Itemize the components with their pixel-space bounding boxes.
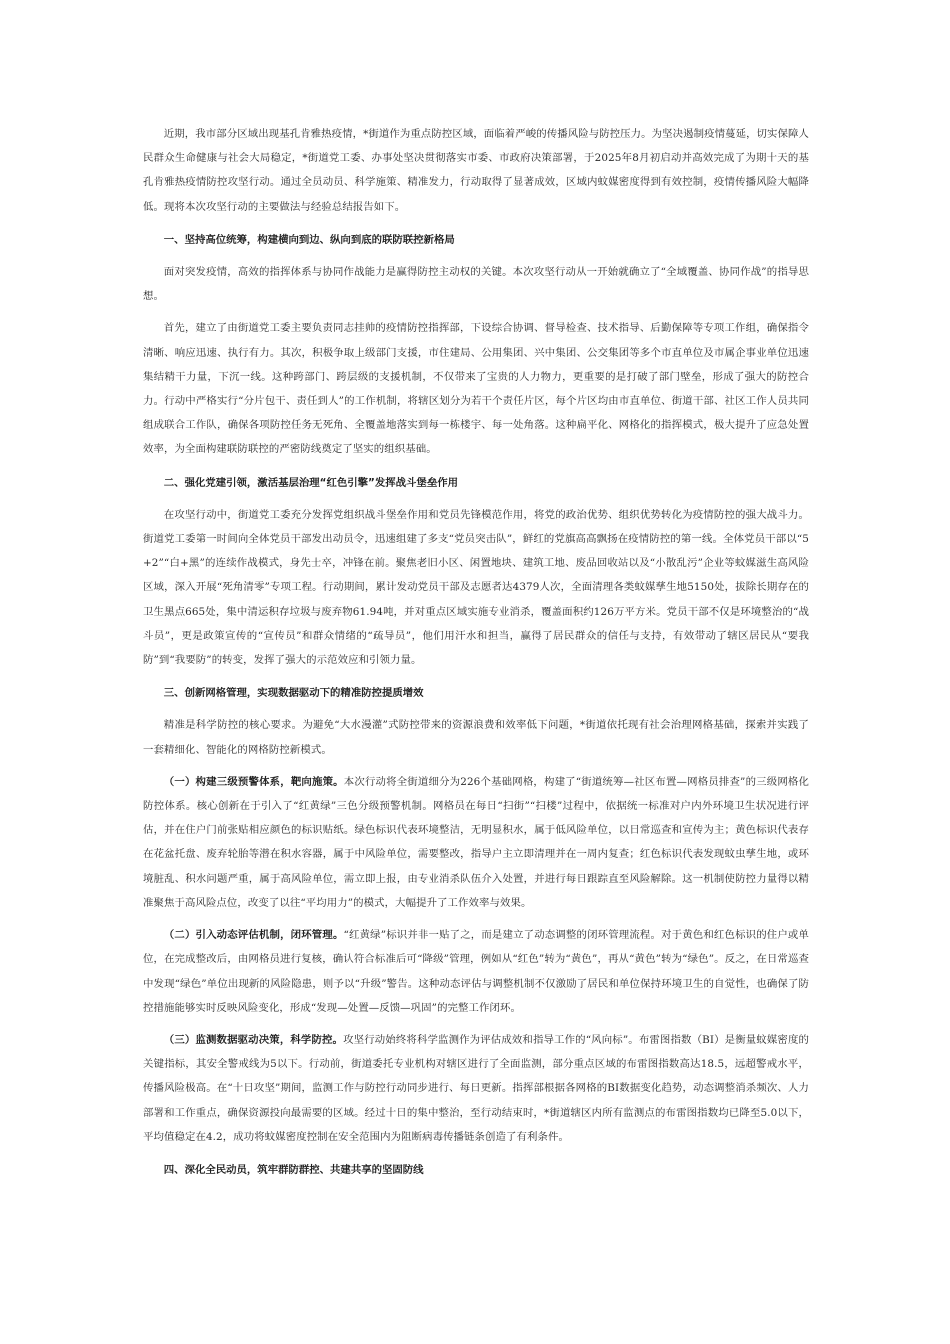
subsection-3-lead: （三）监测数据驱动决策，科学防控。 xyxy=(163,1033,344,1046)
section-1-heading: 一、坚持高位统筹，构建横向到边、纵向到底的联防联控新格局 xyxy=(163,233,455,246)
section-2-paragraph-1: 在攻坚行动中，街道党工委充分发挥党组织战斗堡垒作用和党员先锋模范作用，将党的政治优势、组织优势转化为疫情防控的强大战斗力。街道党工委第一时间向全体党员干部发出动员令，迅速组建了多支“党员突击队”，鲜红的党旗高高飘扬在疫情防控的第一线。全体党员干部以“5+2”“白+黑”的连续作战模式，身先士卒，冲锋在前。聚焦老旧小区、闲置地块、建筑工地、废品回收站以及“小散乱污”企业等蚊媒滋生高风险区域，深入开展“死角清零”专项工程。行动期间，累计发动党员干部及志愿者达4379人次，全面清理各类蚊媒孳生地5150处，拔除长期存在的卫生黑点665处，集中清运积存垃圾与废弃物61.94吨，并对重点区域实施专业消杀，覆盖面积约126万平方米。党员干部不仅是环境整治的“战斗员”，更是政策宣传的“宣传员”和群众情绪的“疏导员”，他们用汗水和担当，赢得了居民群众的信任与支持，有效带动了辖区居民从“要我防”到“我要防”的转变，发挥了强大的示范效应和引领力量。 xyxy=(143,508,809,667)
subsection-2-body: “红黄绿”标识并非一贴了之，而是建立了动态调整的闭环管理流程。对于黄色和红色标识的住户或单位，在完成整改后，由网格员进行复核，确认符合标准后可“降级”管理，例如从“红色”转为“黄色”，再从“黄色”转为“绿色”。反之，在日常巡查中发现“绿色”单位出现新的风险隐患，则予以“升级”警告。这种动态评估与调整机制不仅激励了居民和单位保持环境卫生的自觉性，也确保了防控措施能够实时反映风险变化，形成“发现—处置—反馈—巩固”的完整工作闭环。 xyxy=(143,929,809,1014)
subsection-1-lead: （一）构建三级预警体系，靶向施策。 xyxy=(163,775,344,788)
subsection-3-body: 攻坚行动始终将科学监测作为评估成效和指导工作的“风向标”。布雷图指数（BI）是衡量蚊媒密度的关键指标，其安全警戒线为5以下。行动前，街道委托专业机构对辖区进行了全面监测，部分重点区域的布雷图指数高达18.5，远超警戒水平，传播风险极高。在“十日攻坚”期间，监测工作与防控行动同步进行、每日更新。指挥部根据各网格的BI数据变化趋势，动态调整消杀频次、人力部署和工作重点，确保资源投向最需要的区域。经过十日的集中整治，至行动结束时，*街道辖区内所有监测点的布雷图指数均已降至5.0以下，平均值稳定在4.2，成功将蚊媒密度控制在安全范围内为阻断病毒传播链条创造了有利条件。 xyxy=(143,1033,809,1143)
section-1-paragraph-2: 首先，建立了由街道党工委主要负责同志挂帅的疫情防控指挥部，下设综合协调、督导检查、技术指导、后勤保障等专项工作组，确保指令清晰、响应迅速、执行有力。其次，积极争取上级部门支援，市住建局、公用集团、兴中集团、公交集团等多个市直单位及市属企事业单位迅速集结精干力量，下沉一线。这种跨部门、跨层级的支援机制，不仅带来了宝贵的人力物力，更重要的是打破了部门壁垒，形成了强大的防控合力。行动中严格实行“分片包干、责任到人”的工作机制，将辖区划分为若干个责任片区，每个片区均由市直单位、街道干部、社区工作人员共同组成联合工作队，确保各项防控任务无死角、全覆盖地落实到每一栋楼宇、每一处角落。这种扁平化、网格化的指挥模式，极大提升了应急处置效率，为全面构建联防联控的严密防线奠定了坚实的组织基础。 xyxy=(143,322,809,456)
section-3-heading: 三、创新网格管理，实现数据驱动下的精准防控提质增效 xyxy=(163,687,424,700)
section-3-paragraph-2 xyxy=(143,770,809,915)
section-1-paragraph-1: 面对突发疫情，高效的指挥体系与协同作战能力是赢得防控主动权的关键。本次攻坚行动从一开始就确立了“全域覆盖、协同作战”的指导思想。 xyxy=(143,266,809,303)
intro-paragraph: 近期，我市部分区域出现基孔肯雅热疫情，*街道作为重点防控区域，面临着严峻的传播风险与防控压力。为坚决遏制疫情蔓延，切实保障人民群众生命健康与社会大局稳定，*街道党工委、办事处坚决贯彻落实市委、市政府决策部署，于2025年8月初启动并高效完成了为期十天的基孔肯雅热疫情防控攻坚行动。通过全员动员、科学施策、精准发力，行动取得了显著成效，区域内蚊媒密度得到有效控制，疫情传播风险大幅降低。现将本次攻坚行动的主要做法与经验总结报告如下。 xyxy=(143,128,810,213)
section-4-heading: 四、深化全民动员，筑牢群防群控、共建共享的坚固防线 xyxy=(163,1163,424,1176)
section-2-heading: 二、强化党建引领，激活基层治理“红色引擎”发挥战斗堡垒作用 xyxy=(163,476,458,489)
section-3-paragraph-1: 精准是科学防控的核心要求。为避免“大水漫灌”式防控带来的资源浪费和效率低下问题，*街道依托现有社会治理网格基础，探索并实践了一套精细化、智能化的网格防控新模式。 xyxy=(143,719,809,756)
section-3-paragraph-3 xyxy=(143,923,809,1020)
subsection-1-body: 本次行动将全街道细分为226个基础网格，构建了“街道统筹—社区布置—网格员排查”的三级网格化防控体系。核心创新在于引入了“红黄绿”三色分级预警机制。网格员在每日“扫街”“扫楼”过程中，依据统一标准对户内外环境卫生状况进行评估，并在住户门前张贴相应颜色的标识贴纸。绿色标识代表环境整洁，无明显积水，属于低风险单位，以日常巡查和宣传为主；黄色标识代表存在花盆托盘、废弃轮胎等潜在积水容器，属于中风险单位，需要整改，指导户主立即清理并在一周内复查；红色标识代表发现蚊虫孳生地，或环境脏乱、积水问题严重，属于高风险单位，需立即上报，由专业消杀队伍介入处置，并进行每日跟踪直至风险解除。这一机制使防控力量得以精准聚焦于高风险点位，改变了以往“平均用力”的模式，大幅提升了工作效率与效果。 xyxy=(143,775,809,909)
section-3-paragraph-4 xyxy=(143,1028,809,1149)
subsection-2-lead: （二）引入动态评估机制，闭环管理。 xyxy=(163,929,344,942)
document-page xyxy=(143,122,809,1182)
